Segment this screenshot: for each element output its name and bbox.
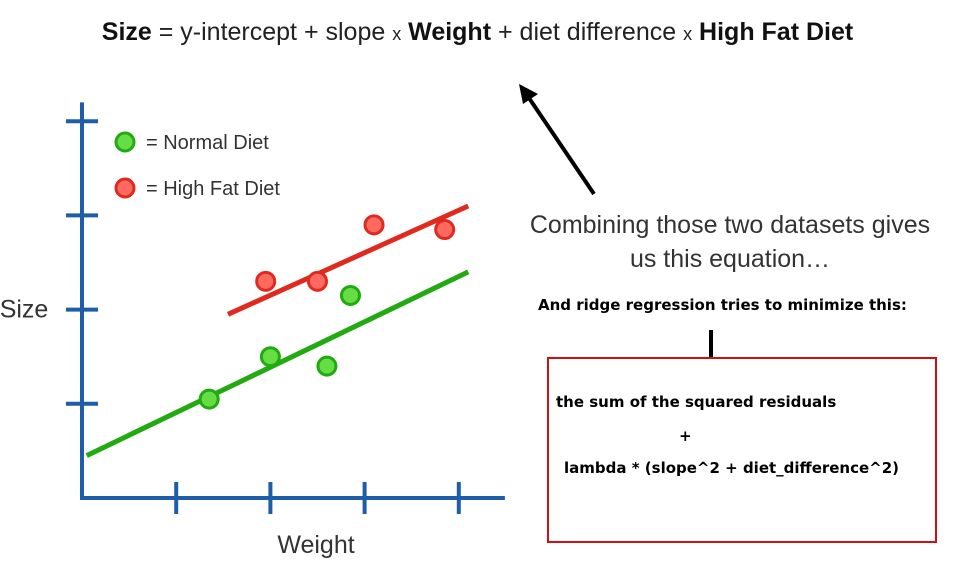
arrow-head [519,84,538,104]
equation-part-1: = y-intercept + slope [158,18,386,46]
legend-marker-normal [116,133,134,151]
high_fat-point-2 [309,272,327,290]
high_fat-point-4 [436,221,454,239]
normal-point-2 [261,348,279,366]
equation-weight: Weight [408,18,492,46]
equation-part-2: + diet difference [498,18,677,46]
penalty-plus: + [679,427,692,445]
equation-high-fat: High Fat Diet [699,18,854,46]
high_fat-point-1 [257,272,275,290]
legend-label-high_fat: = High Fat Diet [146,178,280,200]
equation-size: Size [101,18,152,46]
normal-point-3 [318,357,336,375]
high_fat-point-3 [365,216,383,234]
penalty-box [547,357,937,543]
connector-line [709,330,713,357]
combine-line-2: us this equation… [629,245,831,273]
legend-label-normal: = Normal Diet [146,132,269,154]
arrow-shaft [529,98,594,194]
x-axis-label: Weight [277,531,355,559]
combine-annotation [505,208,955,276]
times-symbol-2: x [683,24,693,44]
times-symbol-1: x [392,24,402,44]
penalty-line-lambda: lambda * (slope^2 + diet_difference^2) [564,459,900,477]
penalty-line-residuals: the sum of the squared residuals [556,393,837,411]
normal-point-1 [200,390,218,408]
legend-marker-high_fat [116,179,134,197]
combine-line-1: Combining those two datasets gives [529,211,931,239]
y-axis-label: Size [0,295,49,324]
ridge-note: And ridge regression tries to minimize this: [538,296,907,314]
normal-point-4 [341,286,359,304]
